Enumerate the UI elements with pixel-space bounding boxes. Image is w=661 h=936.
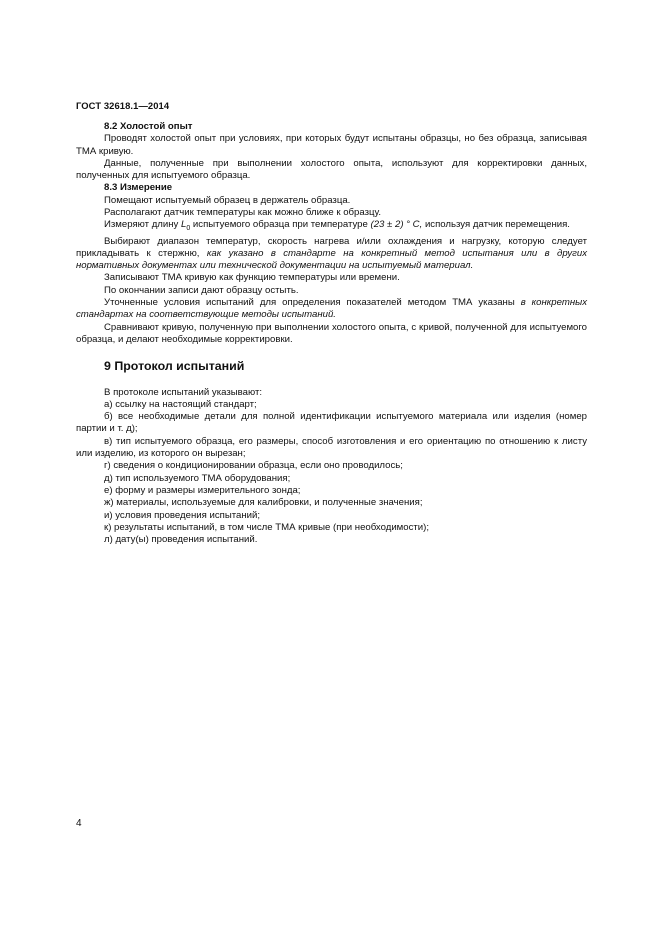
section-8-3-title: 8.3 Измерение xyxy=(104,182,173,194)
section-8-3-paragraph-3 xyxy=(76,219,587,235)
text-run: Уточненные условия испытаний для определения показателей методом ТМА указаны xyxy=(104,297,521,309)
variable-L: L xyxy=(181,219,187,231)
variable-subscript: 0 xyxy=(186,225,191,233)
italic-reference: в конкретных стандартах на соответствующие методы испытаний. xyxy=(76,297,587,321)
document-header: ГОСТ 32618.1—2014 xyxy=(76,100,170,111)
list-item: е) форму и размеры измерительного зонда; xyxy=(104,484,301,496)
section-8-2-paragraph-2: Данные, полученные при выполнении холостого опыта, используют для корректировки данных, полученных для испытуемого образца. xyxy=(76,157,587,182)
list-item: и) условия проведения испытаний; xyxy=(104,509,261,521)
list-item: в) тип испытуемого образца, его размеры, способ изготовления и его ориентацию по отношению к листу или изделию, из которого он вырезан; xyxy=(76,435,587,460)
list-item: ж) материалы, используемые для калибровки, и полученные значения; xyxy=(104,497,423,509)
italic-reference: как указано в стандарте на конкретный метод испытания или в других нормативных документах или технической документации на испытуемый материал. xyxy=(76,247,587,272)
section-8-3-paragraph-1: Помещают испытуемый образец в держатель образца. xyxy=(104,194,351,206)
temperature-value: (23 ± 2) ° С, xyxy=(370,219,423,231)
document-body xyxy=(76,121,587,546)
list-item: к) результаты испытаний, в том числе ТМА кривые (при необходимости); xyxy=(104,521,430,533)
section-8-2-paragraph-1: Проводят холостой опыт при условиях, при которых будут испытаны образцы, но без образца, записывая ТМА кривую. xyxy=(76,133,587,157)
list-item: а) ссылку на настоящий стандарт; xyxy=(104,398,257,410)
list-item: д) тип используемого ТМА оборудования; xyxy=(104,472,291,484)
text-run: Выбирают диапазон температур, скорость нагрева и/или охлаждения и нагрузку, которую следует прикладывать к стержню, xyxy=(76,235,587,259)
page-number: 4 xyxy=(76,818,82,829)
list-item: л) дату(ы) проведения испытаний. xyxy=(104,534,258,546)
section-9-title: 9 Протокол испытаний xyxy=(104,359,245,374)
section-8-3-paragraph-7 xyxy=(76,297,587,322)
list-item: б) все необходимые детали для полной идентификации испытуемого материала или изделия (номер партии и т. д); xyxy=(76,411,587,435)
section-8-3-paragraph-8: Сравнивают кривую, полученную при выполнении холостого опыта, с кривой, полученной для испытуемого образца, и делают необходимые корректировки. xyxy=(76,321,587,345)
section-8-2-title: 8.2 Холостой опыт xyxy=(104,121,193,132)
section-9-intro: В протоколе испытаний указывают: xyxy=(104,386,263,398)
section-8-3-paragraph-4 xyxy=(76,236,587,273)
text-run: используя датчик перемещения. xyxy=(422,219,570,231)
text-run: испытуемого образца при температуре xyxy=(190,219,371,231)
section-8-3-paragraph-5: Записывают ТМА кривую как функцию температуры или времени. xyxy=(104,272,400,284)
list-item: г) сведения о кондиционировании образца, если оно проводилось; xyxy=(104,460,403,472)
text-run: Измеряют длину xyxy=(104,219,182,231)
section-8-3-paragraph-2: Располагают датчик температуры как можно ближе к образцу. xyxy=(104,207,382,219)
section-8-3-paragraph-6: По окончании записи дают образцу остыть. xyxy=(104,284,299,296)
